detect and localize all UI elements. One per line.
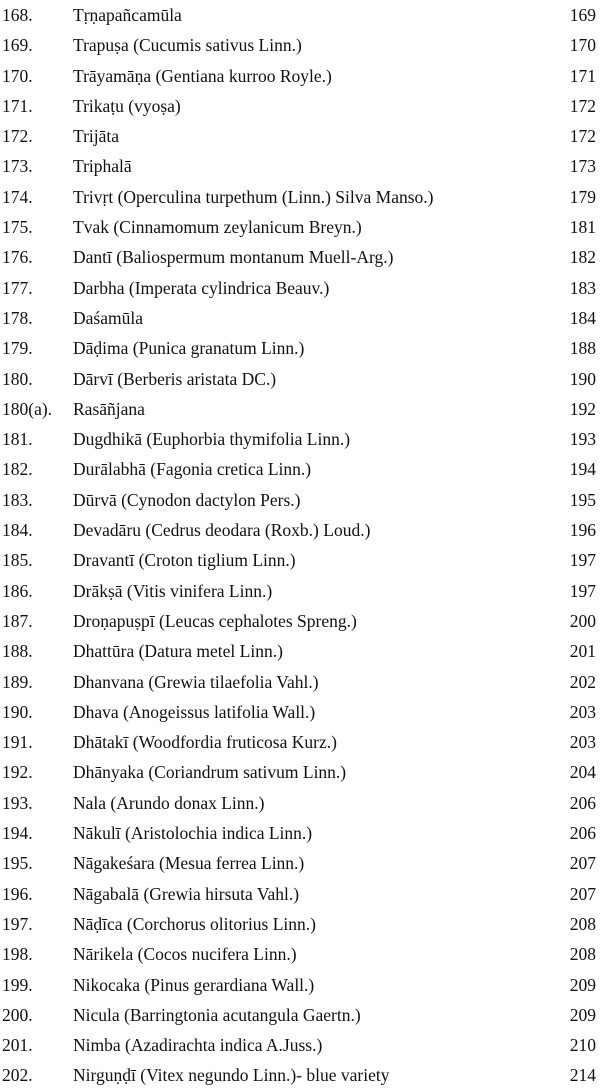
entry-page-number: 203 (569, 701, 596, 722)
toc-entry-row (0, 212, 600, 242)
entry-number: 173. (2, 156, 33, 177)
toc-entry-row (0, 667, 600, 697)
entry-title: Nāgakeśara (Mesua ferrea Linn.) (73, 853, 305, 874)
entry-page-number: 197 (569, 550, 596, 571)
entry-page-number: 179 (569, 186, 596, 207)
toc-entry-row (0, 848, 600, 878)
entry-title: Dhava (Anogeissus latifolia Wall.) (73, 701, 316, 722)
entry-number: 185. (2, 550, 33, 571)
toc-entry-row (0, 909, 600, 939)
entry-page-number: 183 (569, 277, 596, 298)
entry-title: Dārvī (Berberis aristata DC.) (73, 368, 277, 389)
entry-page-number: 192 (569, 398, 596, 419)
entry-page-number: 172 (569, 95, 596, 116)
entry-page-number: 193 (569, 429, 596, 450)
entry-page-number: 172 (569, 126, 596, 147)
entry-page-number: 194 (569, 459, 596, 480)
toc-entry-row (0, 939, 600, 969)
entry-title: Nala (Arundo donax Linn.) (73, 792, 265, 813)
entry-title: Dravantī (Croton tiglium Linn.) (73, 550, 296, 571)
entry-page-number: 207 (569, 853, 596, 874)
entry-title: Trijāta (73, 126, 120, 147)
entry-number: 181. (2, 429, 33, 450)
entry-number: 182. (2, 459, 33, 480)
entry-page-number: 209 (569, 974, 596, 995)
entry-page-number: 184 (569, 307, 596, 328)
entry-number: 179. (2, 338, 33, 359)
entry-number: 195. (2, 853, 33, 874)
entry-number: 191. (2, 732, 33, 753)
entry-title: Trapuṣa (Cucumis sativus Linn.) (73, 35, 302, 56)
entry-number: 183. (2, 489, 33, 510)
entry-number: 178. (2, 307, 33, 328)
toc-entry-row (0, 0, 600, 30)
toc-entry-row (0, 30, 600, 60)
entry-page-number: 188 (569, 338, 596, 359)
entry-number: 202. (2, 1065, 33, 1086)
entry-number: 188. (2, 641, 33, 662)
entry-title: Dantī (Baliospermum montanum Muell-Arg.) (73, 247, 394, 268)
entry-title: Rasāñjana (73, 398, 145, 419)
entry-page-number: 171 (569, 65, 596, 86)
entry-page-number: 200 (569, 610, 596, 631)
toc-entry-row (0, 273, 600, 303)
toc-entry-row (0, 697, 600, 727)
toc-entry-row (0, 394, 600, 424)
toc-entry-row (0, 1000, 600, 1030)
entry-page-number: 210 (569, 1035, 596, 1056)
entry-page-number: 208 (569, 913, 596, 934)
entry-page-number: 182 (569, 247, 596, 268)
entry-page-number: 173 (569, 156, 596, 177)
entry-title: Triphalā (73, 156, 132, 177)
entry-title: Dhātakī (Woodfordia fruticosa Kurz.) (73, 732, 337, 753)
entry-page-number: 181 (569, 217, 596, 238)
entry-page-number: 208 (569, 944, 596, 965)
entry-title: Dugdhikā (Euphorbia thymifolia Linn.) (73, 429, 351, 450)
toc-entry-row (0, 91, 600, 121)
toc-entry-row (0, 182, 600, 212)
entry-title: Nikocaka (Pinus gerardiana Wall.) (73, 974, 315, 995)
entry-title: Daśamūla (73, 307, 143, 328)
toc-entry-row (0, 364, 600, 394)
entry-title: Dūrvā (Cynodon dactylon Pers.) (73, 489, 301, 510)
entry-number: 180(a). (2, 398, 53, 419)
entry-number: 174. (2, 186, 33, 207)
toc-entry-row (0, 515, 600, 545)
entry-title: Nāgabalā (Grewia hirsuta Vahl.) (73, 883, 300, 904)
entry-title: Trāyamāṇa (Gentiana kurroo Royle.) (73, 65, 332, 86)
entry-title: Drākṣā (Vitis vinifera Linn.) (73, 580, 273, 601)
entry-number: 171. (2, 95, 33, 116)
entry-page-number: 195 (569, 489, 596, 510)
entry-title: Darbha (Imperata cylindrica Beauv.) (73, 277, 330, 298)
entry-title: Tvak (Cinnamomum zeylanicum Breyn.) (73, 217, 362, 238)
entry-title: Trivṛt (Operculina turpethum (Linn.) Silva Manso.) (73, 186, 434, 207)
toc-entry-row (0, 151, 600, 181)
entry-number: 196. (2, 883, 33, 904)
toc-entry-row (0, 606, 600, 636)
entry-number: 186. (2, 580, 33, 601)
toc-entry-row (0, 788, 600, 818)
entry-number: 187. (2, 610, 33, 631)
entry-number: 168. (2, 5, 33, 25)
entry-page-number: 170 (569, 35, 596, 56)
entry-title: Dhattūra (Datura metel Linn.) (73, 641, 283, 662)
entry-number: 172. (2, 126, 33, 147)
entry-title: Nirguṇḍī (Vitex negundo Linn.)- blue variety (73, 1065, 390, 1086)
toc-entry-row (0, 121, 600, 151)
toc-entry-row (0, 545, 600, 575)
entry-number: 176. (2, 247, 33, 268)
toc-entry-row (0, 333, 600, 363)
entry-title: Nākulī (Aristolochia indica Linn.) (73, 823, 313, 844)
toc-entry-row (0, 970, 600, 1000)
toc-entry-row (0, 1030, 600, 1060)
entry-page-number: 197 (569, 580, 596, 601)
entry-page-number: 202 (569, 671, 596, 692)
toc-entry-row (0, 757, 600, 787)
entry-page-number: 201 (569, 641, 596, 662)
toc-entry-row (0, 61, 600, 91)
entry-title: Droṇapuṣpī (Leucas cephalotes Spreng.) (73, 610, 357, 631)
entry-title: Dāḍima (Punica granatum Linn.) (73, 338, 305, 359)
entry-title: Dhānyaka (Coriandrum sativum Linn.) (73, 762, 347, 783)
entry-page-number: 203 (569, 732, 596, 753)
toc-entry-row (0, 879, 600, 909)
entry-number: 169. (2, 35, 33, 56)
toc-entry-row (0, 303, 600, 333)
entry-number: 170. (2, 65, 33, 86)
entry-number: 184. (2, 520, 33, 541)
toc-entry-row (0, 1060, 600, 1090)
entry-number: 192. (2, 762, 33, 783)
entry-page-number: 206 (569, 792, 596, 813)
entry-page-number: 169 (569, 5, 596, 25)
toc-entry-row (0, 485, 600, 515)
entry-title: Nāḍīca (Corchorus olitorius Linn.) (73, 913, 317, 934)
entry-number: 189. (2, 671, 33, 692)
entry-title: Dhanvana (Grewia tilaefolia Vahl.) (73, 671, 319, 692)
entry-title: Durālabhā (Fagonia cretica Linn.) (73, 459, 312, 480)
entry-page-number: 207 (569, 883, 596, 904)
entry-title: Tṛṇapañcamūla (73, 5, 182, 25)
entry-title: Trikaṭu (vyoṣa) (73, 95, 181, 116)
entry-number: 180. (2, 368, 33, 389)
entry-page-number: 190 (569, 368, 596, 389)
entry-number: 201. (2, 1035, 33, 1056)
entry-number: 193. (2, 792, 33, 813)
toc-entry-row (0, 424, 600, 454)
entry-title: Nimba (Azadirachta indica A.Juss.) (73, 1035, 323, 1056)
entry-number: 197. (2, 913, 33, 934)
toc-entry-row (0, 636, 600, 666)
entry-page-number: 209 (569, 1004, 596, 1025)
entry-number: 199. (2, 974, 33, 995)
entry-title: Devadāru (Cedrus deodara (Roxb.) Loud.) (73, 520, 371, 541)
entry-number: 200. (2, 1004, 33, 1025)
entry-number: 198. (2, 944, 33, 965)
toc-entry-row (0, 727, 600, 757)
entry-number: 175. (2, 217, 33, 238)
toc-entry-row (0, 454, 600, 484)
toc-entry-row (0, 818, 600, 848)
entry-page-number: 206 (569, 823, 596, 844)
entry-title: Nicula (Barringtonia acutangula Gaertn.) (73, 1004, 361, 1025)
entry-title: Nārikela (Cocos nucifera Linn.) (73, 944, 297, 965)
entry-page-number: 214 (569, 1065, 596, 1086)
toc-entry-row (0, 576, 600, 606)
entry-number: 194. (2, 823, 33, 844)
entry-page-number: 196 (569, 520, 596, 541)
entry-page-number: 204 (569, 762, 596, 783)
entry-number: 177. (2, 277, 33, 298)
entry-number: 190. (2, 701, 33, 722)
toc-entry-row (0, 242, 600, 272)
